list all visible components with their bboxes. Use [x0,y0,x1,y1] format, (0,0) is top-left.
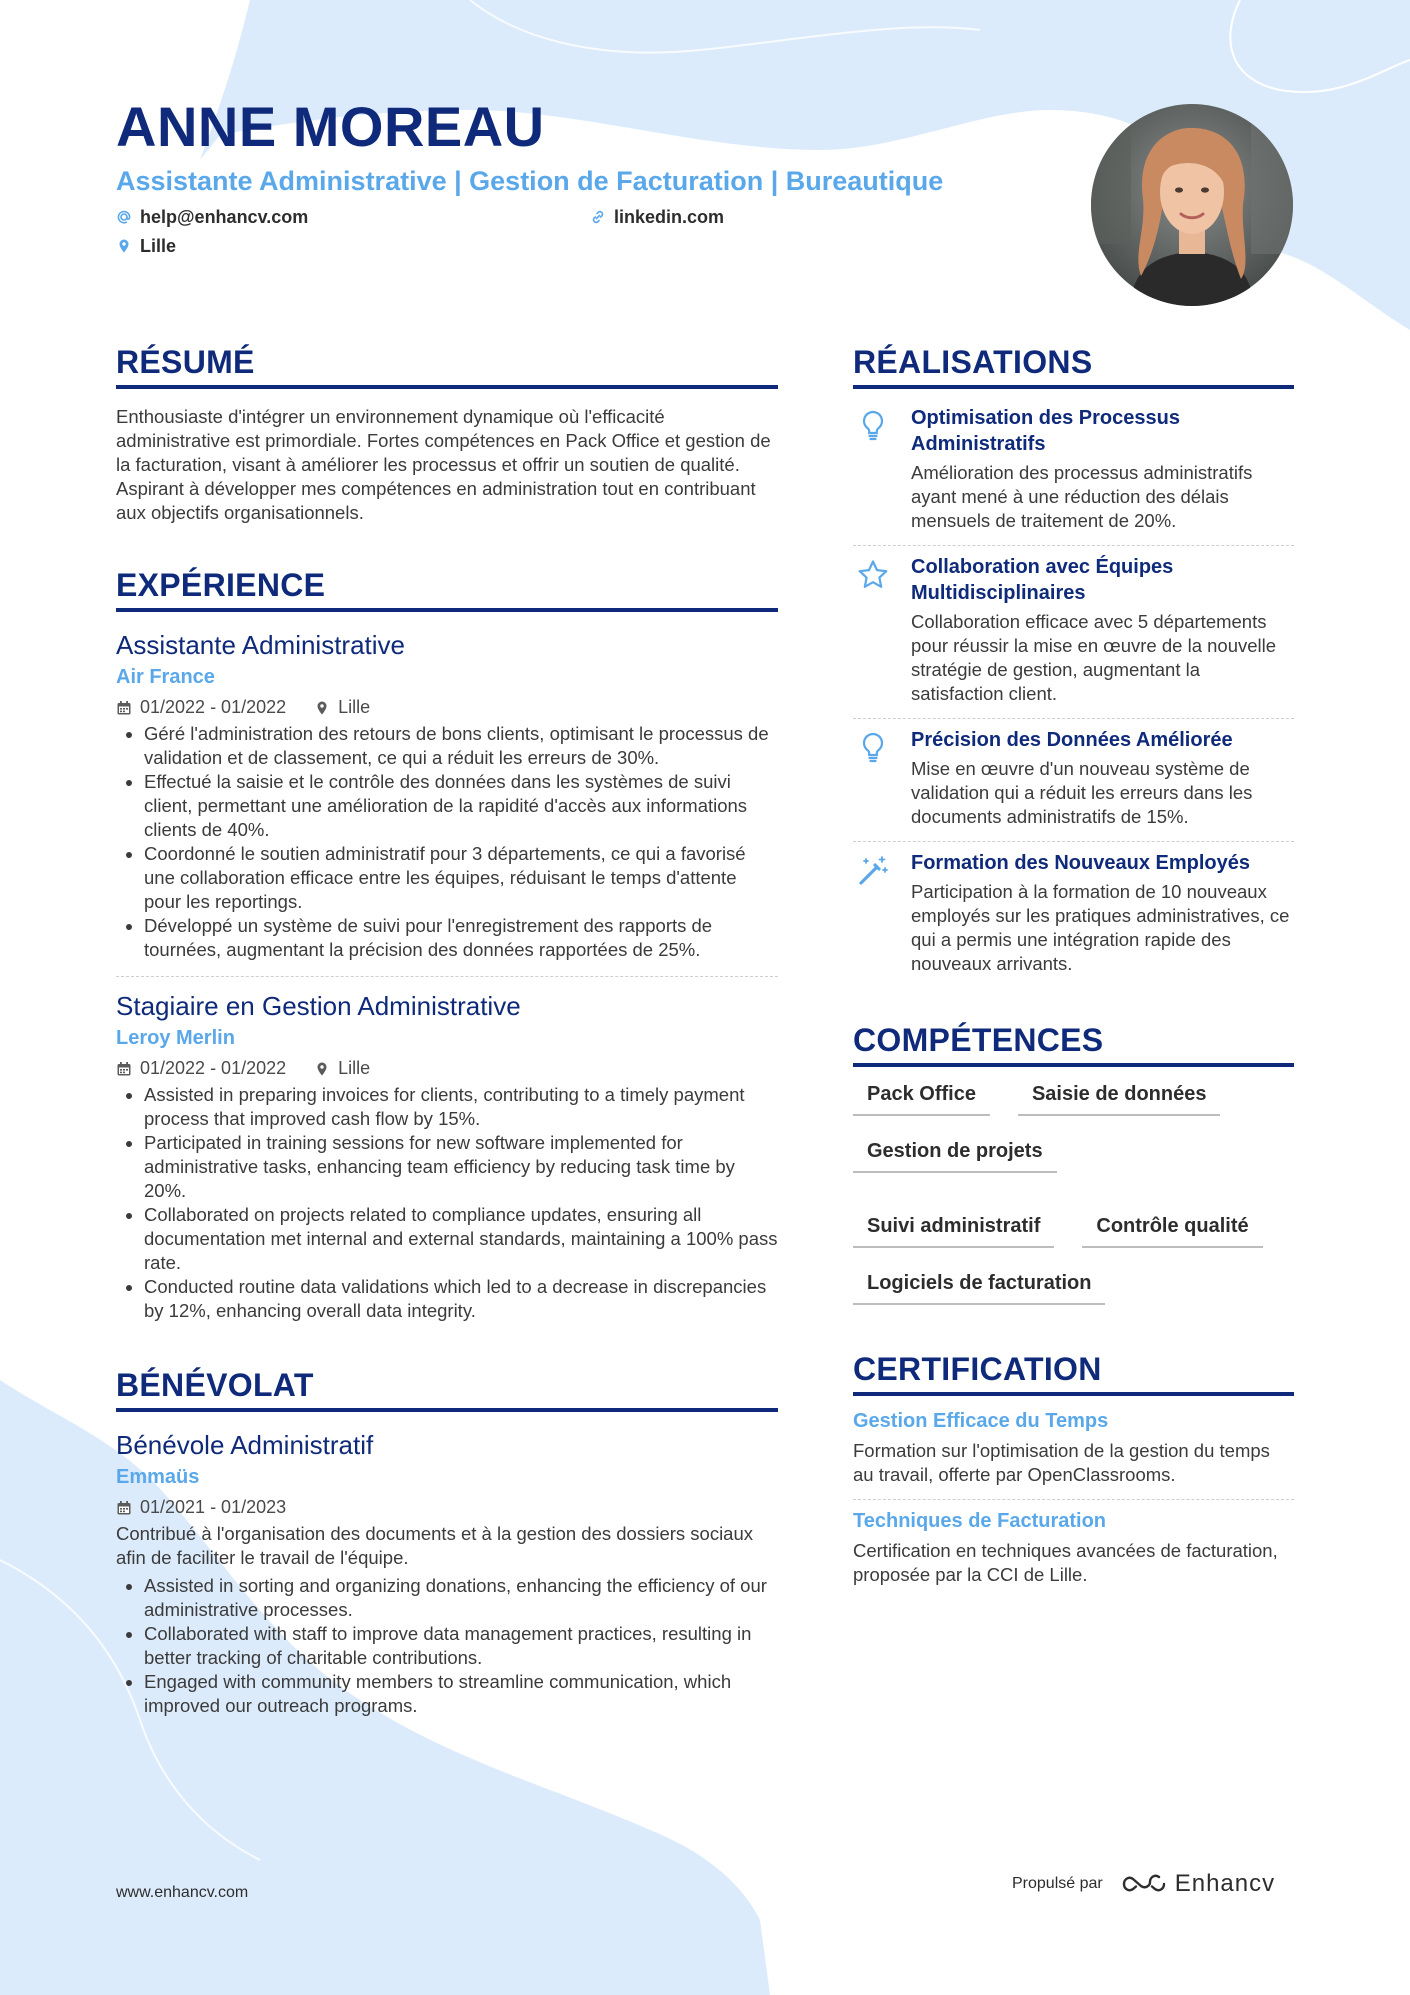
skill-tag: Gestion de projets [853,1134,1057,1173]
achievement-item [853,397,1294,545]
linkedin-text: linkedin.com [614,206,725,227]
certification-item [853,1510,1294,1587]
powered-by-label: Propulsé par [1012,1875,1103,1892]
achievement-icon-wrap [853,554,893,706]
volunteer-role: Bénévole Administratif [116,1430,374,1460]
profile-photo [1091,104,1293,306]
right-column [853,344,1294,1587]
location-pin-icon [116,238,132,254]
certification-section [853,1351,1294,1587]
achievement-item [853,546,1294,718]
volunteering-section [116,1367,778,1718]
location-pin-icon [314,1061,330,1077]
job-bullets [116,1083,778,1323]
certification-heading: CERTIFICATION [853,1351,1294,1396]
lightbulb-icon [856,409,890,443]
volunteer-meta [116,1497,778,1518]
contact-info [116,207,1076,257]
dates-text: 01/2022 - 01/2022 [140,1058,287,1078]
skill-tag: Contrôle qualité [1082,1209,1262,1248]
brand-name: Enhancv [1174,1870,1276,1897]
bullet-item: • Effectué la saisie et le contrôle des données dans les systèmes de suivi client, permettant une amélioration de la rapidité d'accès aux informations clients de 40%. [144,770,778,842]
volunteer-org: Emmaüs [116,1466,200,1488]
certification-title: Gestion Efficace du Temps [853,1410,1109,1432]
achievement-description: Participation à la formation de 10 nouveaux employés sur les pratiques administratives, ce qui a permis une intégration rapide des nouveaux arrivants. [911,881,1290,974]
volunteer-bullets [116,1574,778,1718]
contact-location [116,236,590,257]
location-pin-icon [314,700,330,716]
volunteering-heading: BÉNÉVOLAT [116,1367,778,1412]
bullet-item: • Collaborated with staff to improve data management practices, resulting in better tracking of charitable contributions. [144,1622,778,1670]
job-title: Assistante Administrative [116,630,406,660]
bullet-item: • Assisted in preparing invoices for clients, contributing to a timely payment process that improved cash flow by 15%. [144,1083,778,1131]
bullet-item: • Engaged with community members to streamline communication, which improved our outreach programs. [144,1670,778,1718]
skill-tag: Saisie de données [1018,1077,1221,1116]
achievement-description: Amélioration des processus administratifs ayant mené à une réduction des délais mensuels de traitement de 20%. [911,462,1253,531]
divider [853,1499,1294,1500]
achievement-title: Précision des Données Améliorée [911,729,1233,751]
calendar-icon [116,1500,132,1516]
job-entry [116,628,778,962]
job-meta [116,1058,778,1079]
achievement-item [853,842,1294,988]
volunteer-description: Contribué à l'organisation des documents et à la gestion des dossiers sociaux afin de faciliter le travail de l'équipe. [116,1523,754,1568]
job-meta [116,697,778,718]
bullet-item: • Participated in training sessions for new software implemented for administrative tasks, enhancing team efficiency by reducing task time by 20%. [144,1131,778,1203]
enhancv-logo[interactable] [1121,1870,1275,1898]
job-dates [116,1058,286,1079]
summary-heading: RÉSUMÉ [116,344,778,389]
experience-heading: EXPÉRIENCE [116,567,778,612]
job-dates [116,697,286,718]
candidate-headline: Assistante Administrative | Gestion de Facturation | Bureautique [116,165,944,196]
dates-text: 01/2022 - 01/2022 [140,697,287,717]
certification-item [853,1410,1294,1487]
company-name: Air France [116,666,215,688]
achievement-icon-wrap [853,405,893,533]
contact-email[interactable] [116,207,590,228]
experience-section [116,567,778,1323]
lightbulb-icon [856,731,890,765]
skill-tag: Suivi administratif [853,1209,1054,1248]
candidate-name: ANNE MOREAU [116,95,545,158]
skills-section [853,1022,1294,1305]
dates-text: 01/2021 - 01/2023 [140,1497,287,1517]
contact-linkedin[interactable] [590,207,890,228]
bullet-item: • Assisted in sorting and organizing donations, enhancing the efficiency of our administrative processes. [144,1574,778,1622]
skill-tag: Logiciels de facturation [853,1266,1105,1305]
bullet-item: • Coordonné le soutien administratif pour 3 départements, ce qui a favorisé une collaboration efficace entre les équipes, réduisant le temps d'attente pour les reportings. [144,842,778,914]
bullet-item: • Géré l'administration des retours de bons clients, optimisant le processus de validation et de classement, ce qui a réduit les erreurs de 30%. [144,722,778,770]
achievements-heading: RÉALISATIONS [853,344,1294,389]
location-text: Lille [338,1058,371,1078]
summary-section [116,344,778,525]
footer-website[interactable]: www.enhancv.com [116,1884,249,1901]
achievement-description: Mise en œuvre d'un nouveau système de validation qui a réduit les erreurs dans les documents administratifs de 15%. [911,758,1253,827]
bullet-item: • Développé un système de suivi pour l'enregistrement des rapports de tournées, augmentant la précision des données rapportées de 25%. [144,914,778,962]
footer-branding [1012,1870,1275,1898]
left-column [116,344,778,1718]
certification-description: Certification en techniques avancées de facturation, proposée par la CCI de Lille. [853,1540,1278,1585]
star-icon [856,558,890,592]
achievement-item [853,719,1294,841]
portrait-illustration [1091,104,1293,306]
achievements-section [853,344,1294,988]
location-text: Lille [140,235,177,256]
magic-wand-icon [856,854,890,888]
achievement-title: Formation des Nouveaux Employés [911,852,1250,874]
achievement-title: Collaboration avec Équipes Multidisciplinaires [911,556,1174,604]
job-title: Stagiaire en Gestion Administrative [116,991,521,1021]
job-entry [116,989,778,1323]
achievement-description: Collaboration efficace avec 5 départements pour réussir la mise en œuvre de la nouvelle stratégie de gestion, augmentant la satisfaction client. [911,611,1277,704]
certification-description: Formation sur l'optimisation de la gestion du temps au travail, offerte par OpenClassrooms. [853,1440,1270,1485]
calendar-icon [116,1061,132,1077]
job-location [314,697,370,718]
job-location [314,1058,370,1079]
volunteer-dates [116,1497,286,1518]
bullet-item: • Collaborated on projects related to compliance updates, ensuring all documentation met internal and external standards, maintaining a 100% pass rate. [144,1203,778,1275]
skills-list [853,1077,1294,1305]
divider [116,976,778,977]
enhancv-logo-icon [1121,1872,1167,1896]
job-bullets [116,722,778,962]
calendar-icon [116,700,132,716]
achievement-icon-wrap [853,850,893,976]
skill-tag: Pack Office [853,1077,990,1116]
resume-header [116,96,1076,257]
link-icon [590,209,606,225]
achievement-icon-wrap [853,727,893,829]
at-icon [116,209,132,225]
location-text: Lille [338,697,371,717]
volunteer-entry [116,1428,778,1718]
achievement-title: Optimisation des Processus Administratifs [911,407,1180,455]
certification-title: Techniques de Facturation [853,1510,1106,1532]
summary-text: Enthousiaste d'intégrer un environnement dynamique où l'efficacité administrative est primordiale. Fortes compétences en Pack Office et gestion de la facturation, visant à améliorer les processus et offrir un soutien de qualité. Aspirant à développer mes compétences en administration tout en contribuant aux objectifs organisationnels. [116,406,771,523]
company-name: Leroy Merlin [116,1027,235,1049]
email-text: help@enhancv.com [140,206,309,227]
skills-heading: COMPÉTENCES [853,1022,1294,1067]
bullet-item: • Conducted routine data validations which led to a decrease in discrepancies by 12%, enhancing overall data integrity. [144,1275,778,1323]
